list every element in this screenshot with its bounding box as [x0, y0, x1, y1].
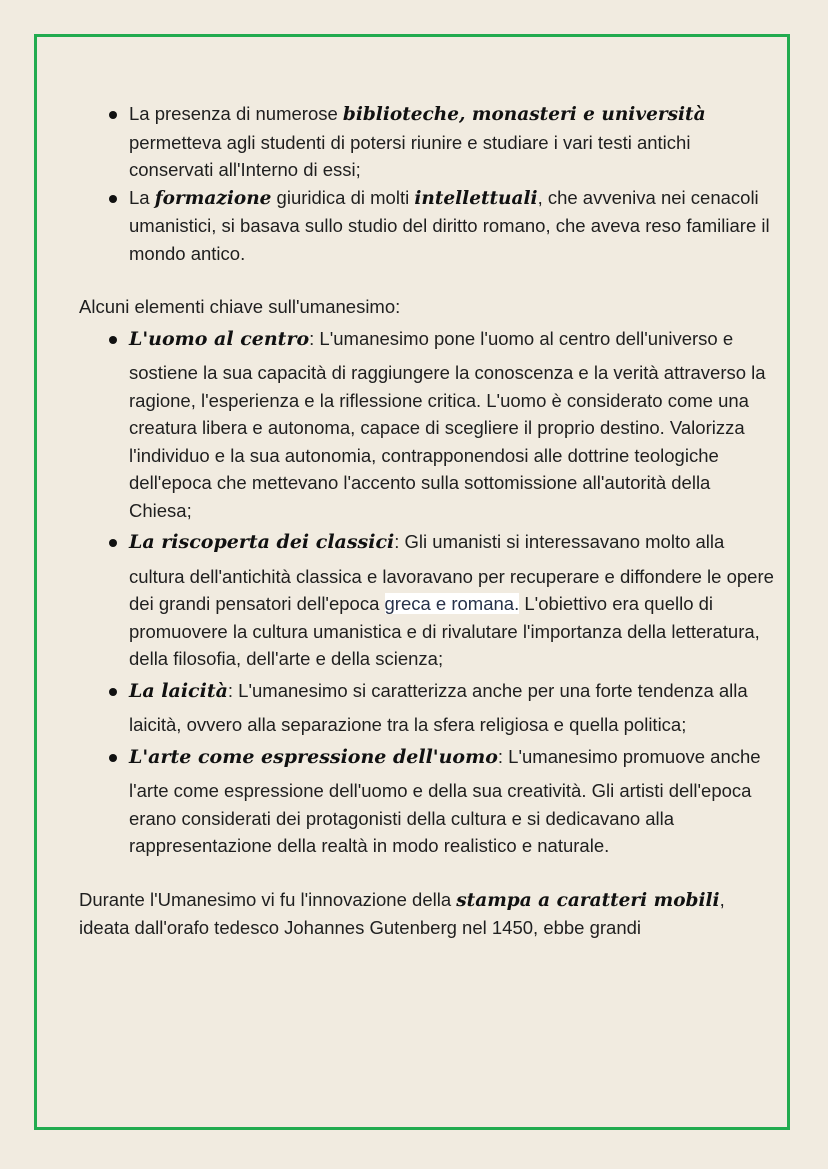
- list-item: La laicità: L'umanesimo si caratterizza anche per una forte tendenza alla laicità, ovvero alla separazione tra la sfera religiosa e quella politica;: [79, 677, 774, 739]
- emphasis-text: stampa a caratteri mobili: [456, 889, 720, 911]
- section-intro: Alcuni elementi chiave sull'umanesimo:: [79, 296, 401, 317]
- bullet-icon: [109, 195, 117, 203]
- reasons-list: [79, 100, 774, 267]
- term-label: L'arte come espressione dell'uomo: [129, 745, 498, 768]
- list-item: La presenza di numerose biblioteche, monasteri e università permetteva agli studenti di potersi riunire e studiare i vari testi antichi conservati all'Interno di essi;: [79, 100, 774, 184]
- document-body: [79, 100, 774, 942]
- bullet-icon: [109, 688, 117, 696]
- emphasis-text: formazione: [154, 187, 272, 209]
- emphasis-text: biblioteche, monasteri e università: [342, 104, 706, 125]
- term-label: L'uomo al centro: [129, 327, 310, 350]
- bullet-icon: [109, 336, 117, 344]
- term-label: La riscoperta dei classici: [129, 531, 395, 553]
- emphasis-text: intellettuali: [414, 187, 538, 209]
- bullet-icon: [109, 754, 117, 762]
- bullet-icon: [109, 539, 117, 547]
- highlighted-text: greca e romana.: [384, 593, 520, 614]
- list-item: La riscoperta dei classici: Gli umanisti si interessavano molto alla cultura dell'antichità classica e lavoravano per recuperare e diffondere le opere dei grandi pensatori dell'epoca greca e romana. L'obiettivo era quello di promuovere la cultura umanistica e di rivalutare l'importanza della letteratura, della filosofia, dell'arte e della scienza;: [79, 528, 774, 673]
- key-elements-list: [79, 325, 774, 860]
- list-item: L'uomo al centro: L'umanesimo pone l'uomo al centro dell'universo e sostiene la sua capacità di raggiungere la conoscenza e la verità attraverso la ragione, l'esperienza e la riflessione critica. L'uomo è considerato come una creatura libera e autonoma, capace di scegliere il proprio destino. Valorizza l'individuo e la sua autonomia, contrapponendosi alle dottrine teologiche dell'epoca che mettevano l'accento sulla sottomissione all'autorità della Chiesa;: [79, 325, 774, 525]
- term-label: La laicità: [129, 679, 228, 702]
- list-item: L'arte come espressione dell'uomo: L'umanesimo promuove anche l'arte come espressione dell'uomo e della sua creatività. Gli artisti dell'epoca erano considerati dei protagonisti della cultura e si dedicavano alla rappresentazione della realtà in modo realistico e naturale.: [79, 743, 774, 860]
- closing-paragraph: Durante l'Umanesimo vi fu l'innovazione della stampa a caratteri mobili, ideata dall'orafo tedesco Johannes Gutenberg nel 1450, ebbe grandi: [79, 888, 725, 938]
- bullet-icon: [109, 111, 117, 119]
- list-item: La formazione giuridica di molti intellettuali, che avveniva nei cenacoli umanistici, si basava sullo studio del diritto romano, che aveva reso familiare il mondo antico.: [79, 184, 774, 268]
